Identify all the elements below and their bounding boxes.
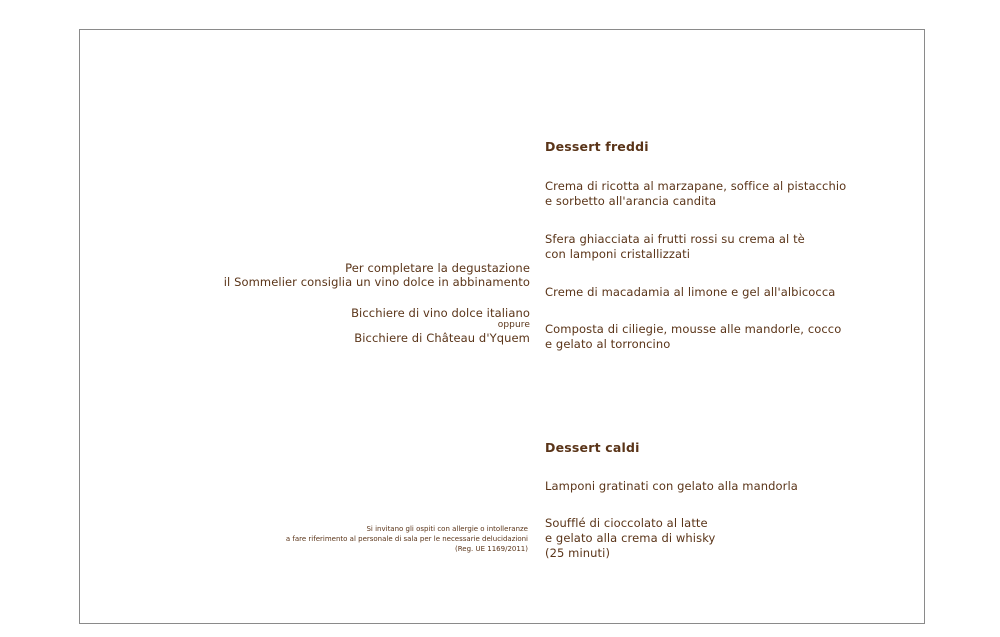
section-title-hot: Dessert caldi (545, 440, 640, 455)
pairing-line-2: il Sommelier consiglia un vino dolce in abbinamento (223, 275, 530, 289)
menu-item (545, 516, 715, 561)
menu-item-line: e sorbetto all'arancia candita (545, 194, 717, 208)
allergy-line-2: a fare riferimento al personale di sala per le necessarie delucidazioni (285, 535, 528, 543)
menu-item-line: Soufflé di cioccolato al latte (545, 516, 708, 530)
pairing-or: oppure (497, 320, 530, 330)
allergy-line-3: (Reg. UE 1169/2011) (455, 545, 528, 553)
menu-item-line: e gelato al torroncino (545, 337, 671, 351)
menu-item (545, 285, 835, 300)
menu-item-line: Composta di ciliegie, mousse alle mandorle, cocco (545, 322, 842, 336)
menu-item (545, 232, 805, 262)
menu-item-line: e gelato alla crema di whisky (545, 531, 716, 545)
menu-item-line: Lamponi gratinati con gelato alla mandorla (545, 479, 798, 493)
menu-item-line: Creme di macadamia al limone e gel all'albicocca (545, 285, 836, 299)
menu-item (545, 479, 798, 494)
wine-pairing-note (224, 261, 530, 345)
section-title-cold: Dessert freddi (545, 139, 649, 154)
menu-item-line: (25 minuti) (545, 546, 611, 560)
pairing-line-1: Per completare la degustazione (345, 261, 530, 275)
menu-item (545, 322, 841, 352)
allergy-line-1: Si invitano gli ospiti con allergie o intolleranze (366, 525, 528, 533)
pairing-option-2: Bicchiere di Château d'Yquem (354, 331, 530, 345)
menu-item (545, 179, 846, 209)
pairing-option-1: Bicchiere di vino dolce italiano (351, 306, 530, 320)
menu-item-line: con lamponi cristallizzati (545, 247, 691, 261)
allergy-notice (286, 524, 528, 554)
menu-item-line: Crema di ricotta al marzapane, soffice al pistacchio (545, 179, 847, 193)
menu-item-line: Sfera ghiacciata ai frutti rossi su crema al tè (545, 232, 805, 246)
